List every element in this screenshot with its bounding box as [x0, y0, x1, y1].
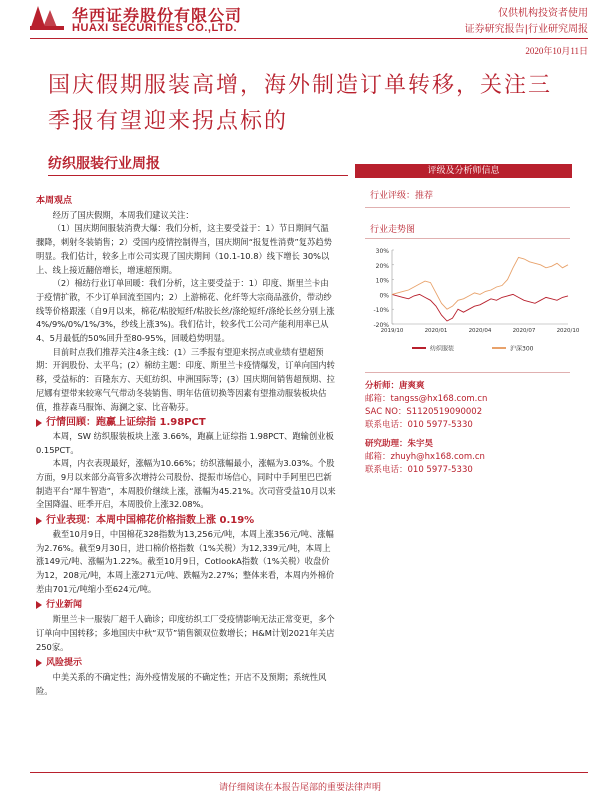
analyst-1 [365, 380, 487, 432]
analyst-1-email[interactable]: 邮箱：tangss@hx168.com.cn [365, 394, 488, 404]
analyst-1-name: 分析师：唐爽爽 [365, 381, 425, 391]
legend-label: 沪深300 [510, 345, 534, 353]
y-tick-label: 0% [379, 292, 389, 300]
analyst-2-phone: 联系电话：010 5977-5330 [365, 465, 473, 475]
report-type: 证券研究报告|行业研究周报 [464, 24, 588, 35]
analyst-1-sac: SAC NO：S1120519090002 [365, 407, 483, 417]
paragraph: 斯里兰卡一服装厂超千人确诊；印度纺织工厂受疫情影响无法正常变更，多个订单向中国转移；多地国庆中秋“双节”销售额双位数增长；H&M计划2021年关店250家。 [36, 614, 335, 652]
bullet-icon [36, 517, 42, 525]
section-title-market: 行情回顾：跑赢上证综指 1.98PCT [46, 417, 206, 429]
analyst-2-email[interactable]: 邮箱：zhuyh@hx168.com.cn [365, 452, 485, 462]
series-line-2 [392, 257, 568, 309]
x-tick-label: 2020/04 [468, 328, 492, 334]
x-tick-label: 2020/01 [424, 328, 448, 334]
y-tick-label: -10% [373, 307, 389, 315]
sidebar-header: 评级及分析师信息 [355, 164, 572, 178]
report-title: 国庆假期服装高增，海外制造订单转移，关注三季报有望迎来拐点标的 [48, 73, 553, 134]
section-title-industry: 行业表现：本周中国棉花价格指数上涨 0.19% [46, 515, 255, 527]
report-date: 2020年10月11日 [525, 46, 588, 56]
paragraph: 本周，内衣表现最好，涨幅为10.66%；纺织涨幅最小，涨幅为3.03%。个股方面，9月以来部分高管多次增持公司股份、提振市场信心，同时中手阿里巴巴新制造平台“犀牛智造”，本周股价继续上涨，涨幅为45.21%。次司营受益10月以来全国降温、旺季开启，本周股价上涨32.08%。 [36, 458, 336, 510]
legend-label: 纺织服装 [430, 345, 455, 353]
paragraph: 目前时点我们推荐关注4条主线：(1）三季报有望迎来拐点或业绩有望超预期：开润股份、太平鸟；(2）棉纺主题：印度、斯里兰卡疫情爆发，订单向国内转移，受益标的：百隆东方、天虹纺织、申洲国际等；(3）国庆期间销售超预期、拉尼娜有望带来较寒气气带动冬装销售、明年估值切换等因素有望推动服装板块估值，推荐森马服饰、海澜之家、比音勒芬。 [36, 346, 335, 412]
paragraph: 本周，SW 纺织服装板块上涨 3.66%，跑赢上证综指 1.98PCT、跑输创业板 0.15PCT。 [36, 430, 334, 455]
bullet-icon [36, 601, 42, 609]
sidebar-divider [365, 207, 570, 208]
section-title-news: 行业新闻 [46, 600, 83, 611]
analyst-2 [365, 438, 485, 477]
trend-chart [362, 244, 580, 362]
bullet-icon [36, 659, 42, 667]
paragraph: （1）国庆期间服装消费大爆：我们分析，这主要受益于：1）节日期间气温骤降，刺射冬装销售；2）受国内疫情控制得当，国庆期间“报复性消费”复苏趋势明显。我们估计，较多上市公司实现了国庆期间（10.1-10.8）线下增长 30%以上、线上接近翻倍增长，增速超预期。 [36, 223, 332, 275]
footer-divider [30, 772, 588, 773]
subtitle-divider [48, 175, 348, 176]
main-content [36, 195, 336, 698]
section-title-risk: 风险提示 [46, 658, 83, 669]
industry-rating: 行业评级：推荐 [370, 191, 434, 201]
y-tick-label: 20% [375, 262, 389, 270]
section-heading [36, 598, 336, 613]
footer-disclaimer: 请仔细阅读在本报告尾部的重要法律声明 [218, 783, 381, 793]
sidebar-divider [365, 238, 570, 239]
y-tick-label: 30% [375, 248, 389, 255]
paragraph: 截至10月9日，中国棉花328指数为13,256元/吨，本周上涨356元/吨、涨幅为2.76%。截至9月30日，进口棉价格指数（1%关税）为12,339元/吨，本周上涨149元/吨、涨幅为1.22%。截至10月9日，CotlookA指数（1%关税）收盘价为12，208元/吨，本周上涨271元/吨、跌幅为2.27%；整体来看，本周内外棉价差由701元/吨缩小至624元/吨。 [36, 528, 335, 594]
company-name-cn: 华西证券股份有限公司 [72, 6, 243, 25]
x-tick-label: 2019/10 [380, 328, 404, 334]
paragraph: （2）棉纺行业订单回暖：我们分析，这主要受益于：1）印度、斯里兰卡由于疫情扩散，不少订单回流至国内；2）上游棉花、化纤等大宗商品涨价，带动纱线等价格跟涨（自9月以来，棉花/粘胶短纤/粘胶长丝/涤纶短纤/涤纶长丝分别上涨 4%/9%/0%/1%/3%，纱线上涨3%)。我们估计，较多代工公司产能利用率已从4、5月最低的50%回升至80-95%，回暖趋势明显。 [36, 278, 335, 344]
y-tick-label: 10% [375, 277, 389, 285]
paragraph: 经历了国庆假期，本周我们建议关注： [52, 209, 194, 220]
series-line-1 [392, 294, 568, 321]
section-heading [36, 416, 336, 430]
company-logo-icon [30, 6, 64, 30]
paragraph: 中美关系的不确定性；海外疫情发展的不确定性；开店不及预期；系统性风险。 [36, 671, 327, 696]
company-name-en: HUAXI SECURITIES CO.,LTD. [72, 22, 238, 34]
x-tick-label: 2020/10 [556, 328, 580, 334]
analyst-2-name: 研究助理：朱宇昊 [365, 439, 434, 449]
header-divider [30, 38, 588, 39]
audience-note: 仅供机构投资者使用 [498, 8, 588, 19]
sidebar-divider [365, 372, 570, 373]
bullet-icon [36, 419, 42, 427]
report-subtitle: 纺织服装行业周报 [48, 156, 160, 172]
chart-title: 行业走势图 [370, 225, 416, 235]
analyst-1-phone: 联系电话：010 5977-5330 [365, 420, 473, 430]
section-heading [36, 656, 336, 671]
section-heading [36, 514, 336, 528]
x-tick-label: 2020/07 [512, 328, 536, 334]
section-title-weekly-view: 本周观点 [36, 196, 73, 206]
y-tick-label: -20% [373, 322, 389, 329]
